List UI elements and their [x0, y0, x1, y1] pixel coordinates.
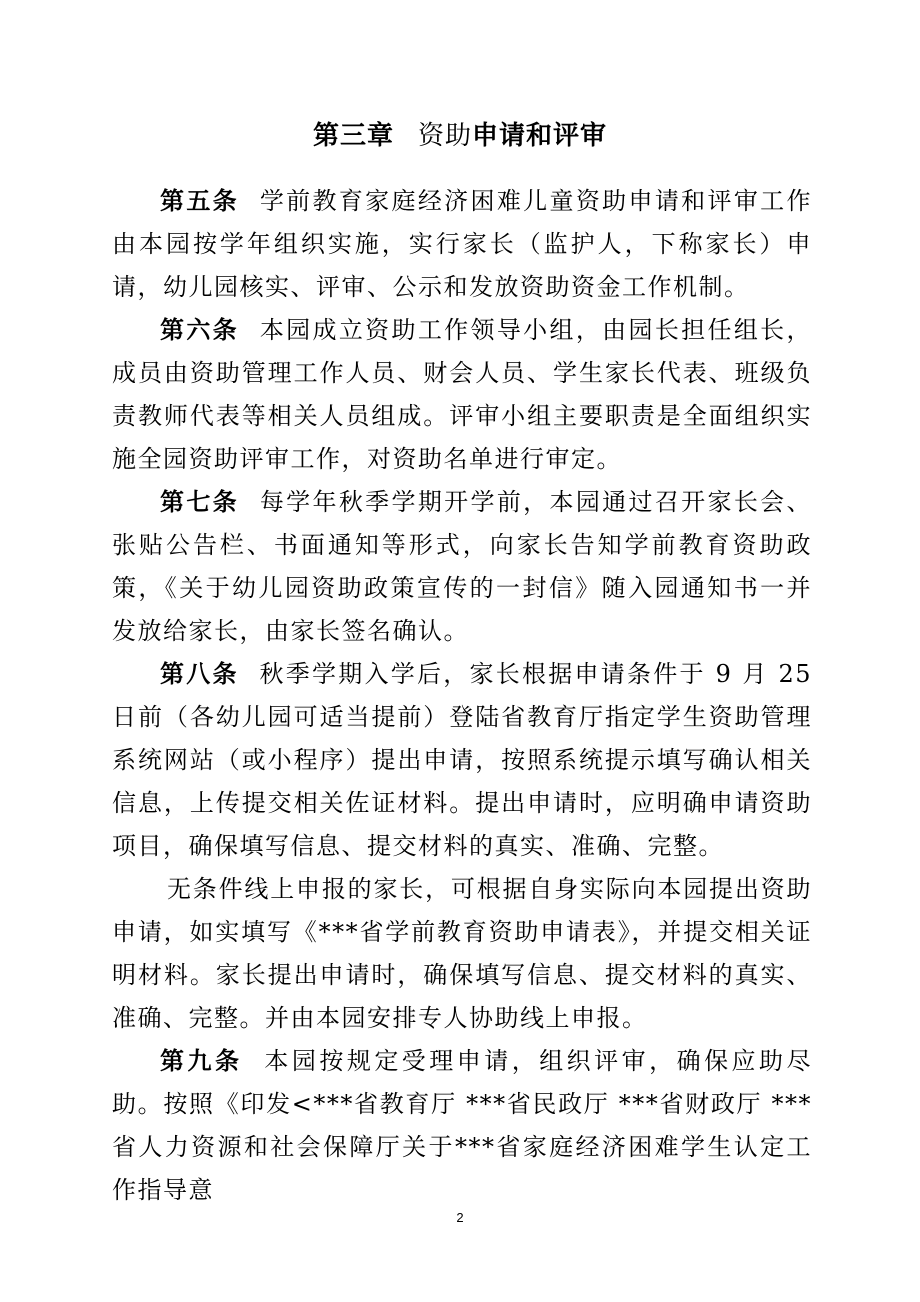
- article-8-paragraph-2: [112, 868, 812, 1040]
- chapter-title-part1: 资助: [417, 121, 472, 151]
- document-body: [112, 180, 812, 1212]
- chapter-title: [0, 118, 920, 154]
- article-label: 第六条: [160, 316, 239, 344]
- article-text: 每学年秋季学期开学前，本园通过召开家长会、张贴公告栏、书面通知等形式，向家长告知学前教育资助政策，《关于幼儿园资助政策宣传的一封信》随入园通知书一并发放给家长，由家长签名确认。: [112, 488, 812, 645]
- article-6: [112, 309, 812, 481]
- chapter-title-part2: 申请和评审: [472, 121, 608, 151]
- article-5: [112, 180, 812, 309]
- article-label: 第五条: [160, 187, 239, 215]
- paragraph-text: 无条件线上申报的家长，可根据自身实际向本园提出资助申请，如实填写《***省学前教育资助申请表》，并提交相关证明材料。家长提出申请时，确保填写信息、提交材料的真实、准确、完整。并由本园安排专人协助线上申报。: [112, 875, 812, 1032]
- article-9: [112, 1040, 812, 1212]
- chapter-number: 第三章: [312, 121, 394, 151]
- page-number: 2: [456, 1210, 464, 1225]
- article-label: 第九条: [160, 1047, 243, 1075]
- article-8: [112, 653, 812, 868]
- article-text: 秋季学期入学后，家长根据申请条件于 9 月 25 日前（各幼儿园可适当提前）登陆省教育厅指定学生资助管理系统网站（或小程序）提出申请，按照系统提示填写确认相关信息，上传提交相关佐证材料。提出申请时，应明确申请资助项目，确保填写信息、提交材料的真实、准确、完整。: [112, 660, 813, 860]
- article-label: 第八条: [160, 660, 239, 688]
- article-7: [112, 481, 812, 653]
- article-text: 本园按规定受理申请，组织评审，确保应助尽助。按照《印发<***省教育厅 ***省民政厅 ***省财政厅 ***省人力资源和社会保障厅关于***省家庭经济困难学生认定工作指导意: [112, 1047, 813, 1204]
- article-label: 第七条: [160, 488, 239, 516]
- article-text: 本园成立资助工作领导小组，由园长担任组长，成员由资助管理工作人员、财会人员、学生家长代表、班级负责教师代表等相关人员组成。评审小组主要职责是全面组织实施全园资助评审工作，对资助名单进行审定。: [112, 316, 812, 473]
- article-text: 学前教育家庭经济困难儿童资助申请和评审工作由本园按学年组织实施，实行家长（监护人，下称家长）申请，幼儿园核实、评审、公示和发放资助资金工作机制。: [112, 187, 812, 301]
